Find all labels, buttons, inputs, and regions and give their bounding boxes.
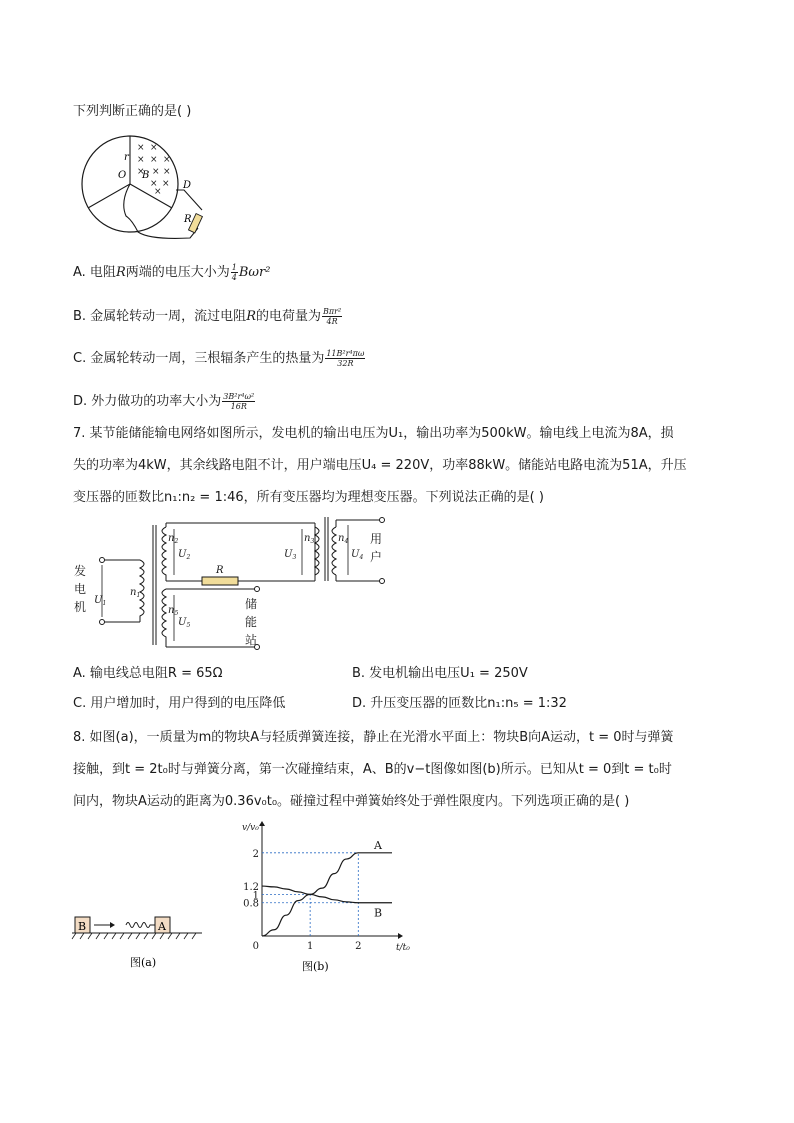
series-b-label: B: [374, 906, 383, 920]
y-axis-label: v/v₀: [242, 823, 259, 833]
storage-char-1: 储: [245, 597, 258, 611]
svg-text:×: ×: [163, 167, 171, 177]
radius-label: r: [124, 152, 129, 163]
block-b-label: B: [78, 920, 87, 933]
generator-char-1: 发: [74, 564, 87, 578]
n1-label: $n_1$: [130, 587, 141, 599]
q8-line-1: 8. 如图(a)，一质量为m的物块A与轻质弹簧连接，静止在光滑水平面上：物块B向A运动，t = 0时与弹簧: [73, 730, 674, 745]
generator-char-3: 机: [74, 600, 87, 614]
q7-option-c: C. 用户增加时，用户得到的电压降低: [73, 696, 286, 711]
series-a-label: A: [374, 838, 382, 852]
x-axis-arrow: [398, 933, 403, 939]
q7-option-d: D. 升压变压器的匝数比n₁:n₅ = 1:32: [352, 696, 567, 711]
user-char-2: 户: [370, 550, 383, 564]
n5-label: $n_5$: [168, 605, 179, 617]
svg-text:×: ×: [152, 167, 160, 177]
q7-line-3: 变压器的匝数比n₁:n₂ = 1:46，所有变压器均为理想变压器。下列说法正确的是( ): [73, 490, 544, 505]
field-label: B: [142, 170, 150, 181]
q7-option-a: A. 输电线总电阻R = 65Ω: [73, 666, 223, 681]
option-b: B. 金属轮转动一周，流过电阻R的电荷量为 $\frac{\text{Bπr²}}{4R}$: [73, 307, 342, 326]
svg-text:×: ×: [137, 155, 145, 165]
figure-a-caption: 图(a): [130, 956, 157, 969]
origin-label: 0: [252, 941, 259, 952]
storage-char-3: 站: [245, 633, 258, 647]
y-tick-label: 1.2: [243, 882, 259, 894]
y-tick-label: 2: [252, 848, 259, 860]
y-tick-label: 0.8: [243, 898, 259, 910]
figure-b-vt-chart: [236, 818, 410, 976]
svg-text:×: ×: [137, 143, 145, 153]
u5-label: $U_5$: [178, 617, 191, 629]
option-c: C. 金属轮转动一周，三根辐条产生的热量为 $\frac{\text{11B²r⁴πω}}{32R}$: [73, 349, 365, 368]
svg-text:×: ×: [163, 155, 171, 165]
figure-b-caption: 图(b): [302, 960, 329, 973]
x-tick-label: 2: [355, 941, 362, 952]
generator-char-2: 电: [74, 582, 87, 596]
svg-text:×: ×: [154, 187, 162, 197]
series-a-line: [262, 853, 392, 936]
u2-label: $U_2$: [178, 549, 191, 561]
series-b-line: [262, 886, 392, 903]
point-d-label: D: [183, 180, 192, 191]
figure-a-blocks: [70, 910, 210, 970]
u4-label: $U_4$: [351, 549, 364, 561]
q7-option-b: B. 发电机输出电压U₁ = 250V: [352, 666, 528, 681]
option-a: A. 电阻R两端的电压大小为 $\frac{1}{4}$ Bωr²: [73, 263, 271, 282]
storage-char-2: 能: [245, 615, 258, 629]
question-intro: 下列判断正确的是( ): [73, 104, 192, 119]
transmission-circuit: [70, 515, 400, 655]
svg-text:×: ×: [150, 155, 158, 165]
u1-label: $U_1$: [94, 595, 107, 607]
q8-line-2: 接触，到t = 2t₀时与弹簧分离，第一次碰撞结束，A、B的v−t图像如图(b)所示。已知从t = 0到t = t₀时: [73, 762, 672, 777]
user-char-1: 用: [370, 532, 383, 546]
resistor-r-label: R: [216, 565, 224, 576]
n4-label: $n_4$: [338, 533, 349, 545]
option-d: D. 外力做功的功率大小为 $\frac{\text{3B²r⁴ω²}}{16R}$: [73, 392, 255, 411]
q7-line-1: 7. 某节能储能输电网络如图所示，发电机的输出电压为U₁，输出功率为500kW。输电线上电流为8A，损: [73, 426, 674, 441]
svg-text:×: ×: [150, 143, 158, 153]
svg-text:×: ×: [137, 167, 145, 177]
u3-label: $U_3$: [284, 549, 297, 561]
svg-text:×: ×: [150, 179, 158, 189]
q7-line-2: 失的功率为4kW，其余线路电阻不计，用户端电压U₄ = 220V，功率88kW。储能站电路电流为51A，升压: [73, 458, 687, 473]
q8-line-3: 间内，物块A运动的距离为0.36v₀t₀。碰撞过程中弹簧始终处于弹性限度内。下列选项正确的是( ): [73, 794, 630, 809]
y-tick-label: 1: [252, 890, 259, 902]
n2-label: $n_2$: [168, 533, 179, 545]
x-tick-label: 1: [306, 941, 314, 952]
origin-label: O: [118, 170, 127, 181]
y-axis-arrow: [259, 821, 265, 826]
x-axis-label: t/t₀: [396, 943, 410, 953]
resistor-label: R: [184, 214, 192, 225]
block-a-label: A: [158, 920, 166, 933]
metal-wheel-figure: [80, 132, 220, 244]
svg-text:×: ×: [162, 179, 170, 189]
n3-label: $n_3$: [304, 533, 315, 545]
